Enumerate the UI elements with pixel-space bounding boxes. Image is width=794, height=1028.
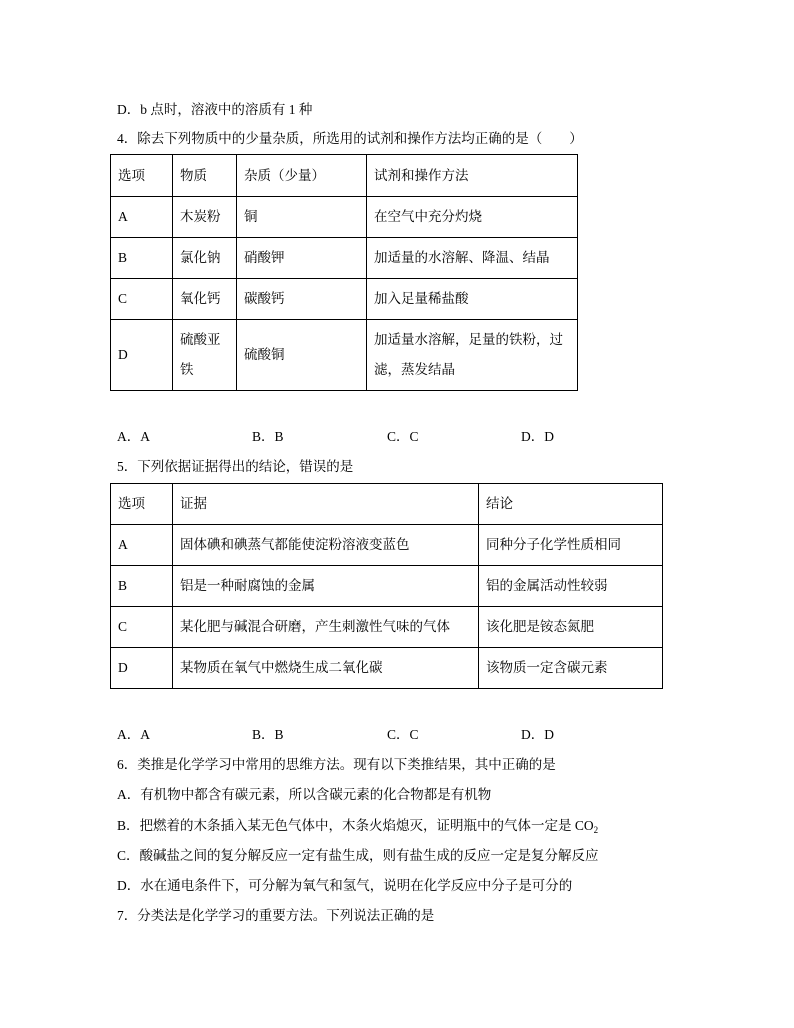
q4-option-a: A．A xyxy=(117,429,150,444)
cell-option: A xyxy=(111,197,173,238)
table-row xyxy=(111,279,578,320)
header-option: 选项 xyxy=(111,484,173,525)
q5-option-b: B．B xyxy=(252,727,284,742)
cell-option: D xyxy=(111,648,173,689)
cell-impurity: 硝酸钾 xyxy=(237,238,367,279)
cell-conclusion: 同种分子化学性质相同 xyxy=(479,525,663,566)
cell-impurity: 碳酸钙 xyxy=(237,279,367,320)
table-row xyxy=(111,566,663,607)
q6-option-b xyxy=(117,818,598,834)
cell-option: B xyxy=(111,238,173,279)
table-row xyxy=(111,648,663,689)
cell-substance: 氧化钙 xyxy=(173,279,237,320)
q4-table xyxy=(110,154,578,391)
q6-option-b-text: B．把燃着的木条插入某无色气体中，木条火焰熄灭，证明瓶中的气体一定是 CO xyxy=(117,818,594,833)
table-row xyxy=(111,320,578,391)
q4-option-b: B．B xyxy=(252,429,284,444)
cell-method: 加入足量稀盐酸 xyxy=(367,279,578,320)
cell-impurity: 硫酸铜 xyxy=(237,320,367,391)
table-row xyxy=(111,607,663,648)
header-conclusion: 结论 xyxy=(479,484,663,525)
q7-stem: 7．分类法是化学学习的重要方法。下列说法正确的是 xyxy=(117,908,435,923)
prev-question-option-d: D．b 点时，溶液中的溶质有 1 种 xyxy=(117,102,313,117)
cell-conclusion: 该物质一定含碳元素 xyxy=(479,648,663,689)
cell-evidence: 固体碘和碘蒸气都能使淀粉溶液变蓝色 xyxy=(173,525,479,566)
header-option: 选项 xyxy=(111,155,173,197)
cell-option: D xyxy=(111,320,173,391)
cell-conclusion: 该化肥是铵态氮肥 xyxy=(479,607,663,648)
header-substance: 物质 xyxy=(173,155,237,197)
cell-substance: 木炭粉 xyxy=(173,197,237,238)
cell-substance: 氯化钠 xyxy=(173,238,237,279)
cell-evidence: 某化肥与碱混合研磨，产生刺激性气味的气体 xyxy=(173,607,479,648)
header-evidence: 证据 xyxy=(173,484,479,525)
q5-option-c: C．C xyxy=(387,727,419,742)
cell-option: C xyxy=(111,607,173,648)
q4-option-d: D．D xyxy=(521,429,554,444)
q6-option-b-subscript: 2 xyxy=(593,825,599,835)
cell-conclusion: 铝的金属活动性较弱 xyxy=(479,566,663,607)
q6-option-c: C．酸碱盐之间的复分解反应一定有盐生成，则有盐生成的反应一定是复分解反应 xyxy=(117,848,599,863)
q5-stem: 5．下列依据证据得出的结论，错误的是 xyxy=(117,459,354,474)
table-row xyxy=(111,525,663,566)
cell-option: B xyxy=(111,566,173,607)
table-row xyxy=(111,197,578,238)
cell-substance: 硫酸亚 铁 xyxy=(173,320,237,391)
table-header-row xyxy=(111,155,578,197)
cell-method: 加适量水溶解，足量的铁粉，过 滤，蒸发结晶 xyxy=(367,320,578,391)
table-header-row xyxy=(111,484,663,525)
header-impurity: 杂质（少量） xyxy=(237,155,367,197)
cell-option: C xyxy=(111,279,173,320)
q5-option-a: A．A xyxy=(117,727,150,742)
cell-evidence: 某物质在氧气中燃烧生成二氧化碳 xyxy=(173,648,479,689)
q4-option-c: C．C xyxy=(387,429,419,444)
cell-option: A xyxy=(111,525,173,566)
cell-method: 在空气中充分灼烧 xyxy=(367,197,578,238)
cell-impurity: 铜 xyxy=(237,197,367,238)
q6-stem: 6．类推是化学学习中常用的思维方法。现有以下类推结果，其中正确的是 xyxy=(117,757,556,772)
cell-evidence: 铝是一种耐腐蚀的金属 xyxy=(173,566,479,607)
q6-option-d: D．水在通电条件下，可分解为氧气和氢气，说明在化学反应中分子是可分的 xyxy=(117,878,573,893)
q5-table xyxy=(110,483,663,689)
header-method: 试剂和操作方法 xyxy=(367,155,578,197)
cell-method: 加适量的水溶解、降温、结晶 xyxy=(367,238,578,279)
q4-stem: 4．除去下列物质中的少量杂质，所选用的试剂和操作方法均正确的是（ ） xyxy=(117,131,583,146)
q6-option-a: A．有机物中都含有碳元素，所以含碳元素的化合物都是有机物 xyxy=(117,787,492,802)
q5-option-d: D．D xyxy=(521,727,554,742)
table-row xyxy=(111,238,578,279)
